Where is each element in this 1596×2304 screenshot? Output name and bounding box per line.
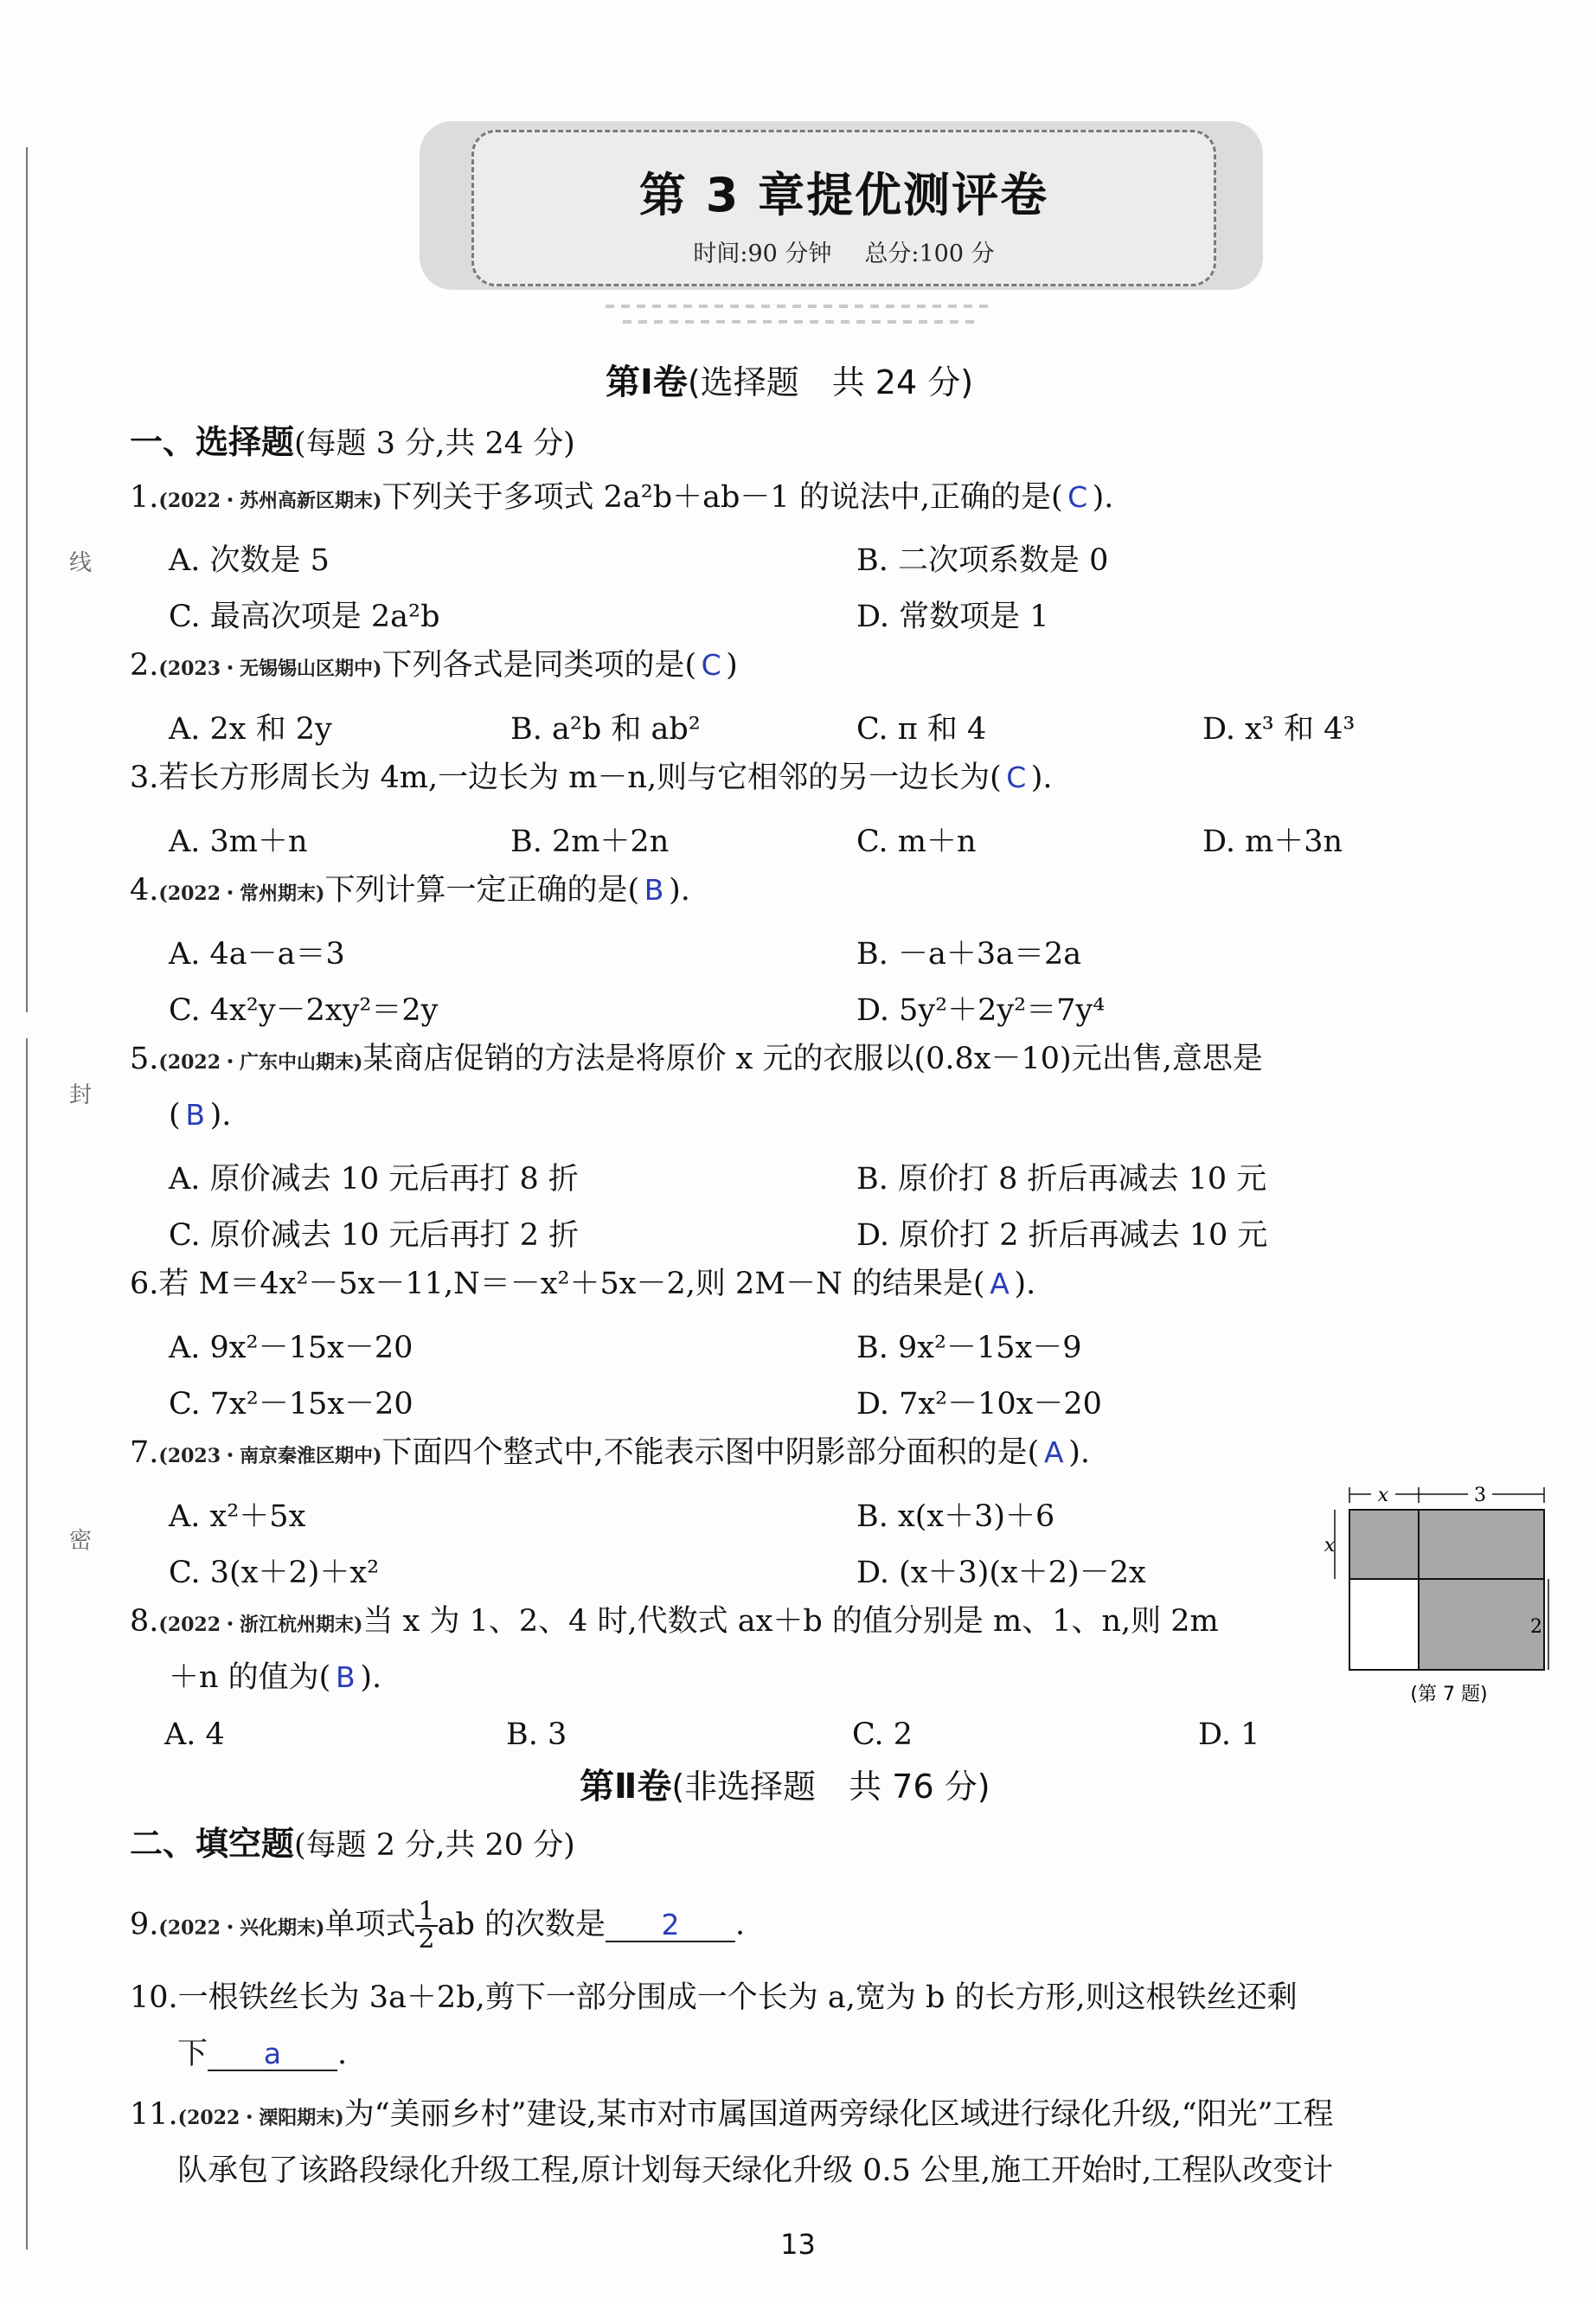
q6-text: 若 M＝4x²－5x－11,N＝－x²＋5x－2,则 2M－N 的结果是(	[158, 1267, 985, 1301]
q2-option-c: C. π 和 4	[856, 712, 987, 747]
q7-source: (2023・南京秦淮区期中)	[158, 1445, 382, 1467]
q8-stem	[130, 1605, 1219, 1639]
q7-shaded-square	[1349, 1510, 1419, 1579]
q3-option-c: C. m＋n	[856, 825, 977, 859]
q9-text-b: ab 的次数是	[437, 1907, 606, 1942]
exam-time: 时间:90 分钟	[693, 241, 832, 267]
q9-text-a: 单项式	[324, 1907, 416, 1942]
q4-option-d: D. 5y²＋2y²＝7y⁴	[856, 993, 1106, 1028]
q6-option-b: B. 9x²－15x－9	[856, 1331, 1082, 1365]
q5-stem	[130, 1043, 1263, 1076]
q1-option-c: C. 最高次项是 2a²b	[169, 600, 440, 634]
q7-option-b: B. x(x＋3)＋6	[856, 1499, 1055, 1534]
section2-note: (每题 2 分,共 20 分)	[294, 1828, 575, 1863]
q10-stem	[130, 1981, 1298, 2015]
q7-figure-caption: (第 7 题)	[1410, 1684, 1488, 1705]
q2-text: 下列各式是同类项的是(	[381, 648, 697, 683]
q11-text: 为“美丽乡村”建设,某市对市属国道两旁绿化区域进行绿化升级,“阳光”工程	[343, 2097, 1334, 2132]
q9-frac-den: 2	[418, 1924, 435, 1954]
q2-option-d: D. x³ 和 4³	[1202, 712, 1356, 747]
q8-option-b: B. 3	[506, 1717, 567, 1752]
q3-option-a: A. 3m＋n	[169, 825, 308, 859]
part1-heading	[606, 363, 973, 401]
q2-number: 2.	[130, 648, 159, 683]
section1-note: (每题 3 分,共 24 分)	[294, 427, 575, 461]
q10-stem-line2	[177, 2038, 347, 2071]
q11-stem-line2: 队承包了该路段绿化升级工程,原计划每天绿化升级 0.5 公里,施工开始时,工程队改变计	[177, 2153, 1334, 2188]
q1-source: (2022・苏州高新区期末)	[158, 490, 382, 512]
q4-text: 下列计算一定正确的是(	[324, 873, 640, 908]
q1-option-b: B. 二次项系数是 0	[856, 543, 1109, 578]
q6-answer: A	[990, 1267, 1010, 1300]
section2-heading	[130, 1826, 575, 1863]
part1-subtitle: (选择题 共 24 分)	[687, 363, 974, 401]
q1-number: 1.	[130, 480, 159, 515]
q9-fraction	[415, 1896, 437, 1954]
q3-text: 若长方形周长为 4m,一边长为 m－n,则与它相邻的另一边长为(	[158, 761, 1002, 795]
q8-option-a: A. 4	[164, 1717, 225, 1752]
q4-answer: B	[644, 873, 664, 907]
q8-source: (2022・浙江杭州期末)	[158, 1614, 363, 1636]
header-dots	[606, 305, 995, 308]
q2-option-b: B. a²b 和 ab²	[510, 712, 701, 747]
q8-number: 8.	[130, 1604, 159, 1639]
section2-title: 二、填空题	[130, 1824, 295, 1863]
binding-mark-seal: 封	[69, 1082, 93, 1108]
q9-stem	[130, 1896, 746, 1954]
q1-stem	[130, 481, 1113, 515]
q8-answer: B	[336, 1660, 356, 1694]
header-dots-2	[623, 320, 977, 324]
q1-answer: C	[1067, 480, 1088, 514]
section1-title: 一、选择题	[130, 422, 295, 461]
q8-option-d: D. 1	[1198, 1717, 1260, 1752]
q3-answer: C	[1006, 761, 1027, 794]
q5-option-d: D. 原价打 2 折后再减去 10 元	[856, 1218, 1268, 1253]
q10-text-2: 下	[177, 2037, 208, 2071]
q7-shaded-rect	[1419, 1510, 1544, 1670]
q9-end: .	[734, 1907, 746, 1942]
q1-end: ).	[1092, 480, 1114, 515]
q7-option-d: D. (x＋3)(x＋2)－2x	[856, 1556, 1146, 1590]
q8-text-2: ＋n 的值为(	[169, 1660, 331, 1695]
header-frame	[471, 130, 1216, 286]
q6-option-d: D. 7x²－10x－20	[856, 1387, 1102, 1422]
q2-answer: C	[701, 648, 721, 682]
q8-end: ).	[360, 1660, 382, 1695]
q8-text: 当 x 为 1、2、4 时,代数式 ax＋b 的值分别是 m、1、n,则 2m	[362, 1604, 1219, 1639]
q5-end: ).	[209, 1098, 232, 1133]
q3-stem	[130, 761, 1053, 795]
q7-number: 7.	[130, 1435, 159, 1470]
q4-source: (2022・常州期末)	[158, 882, 325, 905]
q8-stem-line2	[169, 1661, 381, 1695]
page-number: 13	[780, 2228, 816, 2261]
exam-info	[474, 234, 1214, 268]
q1-text: 下列关于多项式 2a²b＋ab－1 的说法中,正确的是(	[381, 480, 1063, 515]
q7-end: ).	[1068, 1435, 1091, 1470]
q5-paren: (	[169, 1098, 181, 1133]
q3-end: ).	[1030, 761, 1053, 795]
part1-title: 第Ⅰ卷	[606, 363, 688, 402]
q5-option-c: C. 原价减去 10 元后再打 2 折	[169, 1218, 580, 1253]
q2-stem	[130, 649, 738, 683]
binding-line-bottom	[26, 1038, 28, 2249]
q5-option-a: A. 原价减去 10 元后再打 8 折	[169, 1162, 579, 1197]
q7-stem	[130, 1436, 1090, 1470]
q1-option-d: D. 常数项是 1	[856, 600, 1049, 634]
q4-stem	[130, 874, 690, 908]
q10-end: .	[337, 2037, 348, 2071]
binding-mark-line: 线	[69, 550, 93, 576]
q11-stem	[130, 2098, 1334, 2132]
q10-number: 10.	[130, 1980, 178, 2015]
q2-option-a: A. 2x 和 2y	[169, 712, 332, 747]
q2-source: (2023・无锡锡山区期中)	[158, 658, 382, 680]
q3-number: 3.	[130, 761, 159, 795]
part2-title: 第Ⅱ卷	[580, 1767, 672, 1807]
q4-number: 4.	[130, 873, 159, 908]
part2-heading	[580, 1768, 990, 1806]
q4-option-b: B. －a＋3a＝2a	[856, 937, 1082, 972]
q11-source: (2022・溧阳期末)	[177, 2107, 344, 2129]
q4-end: ).	[669, 873, 690, 908]
q7-option-a: A. x²＋5x	[169, 1499, 306, 1534]
q9-frac-num: 1	[415, 1899, 437, 1927]
q1-option-a: A. 次数是 5	[169, 543, 330, 578]
q5-answer: B	[185, 1098, 205, 1132]
q7-text: 下面四个整式中,不能表示图中阴影部分面积的是(	[381, 1435, 1040, 1470]
q10-answer: a	[208, 2038, 337, 2071]
q6-option-c: C. 7x²－15x－20	[169, 1387, 413, 1422]
q6-option-a: A. 9x²－15x－20	[169, 1331, 413, 1365]
part2-subtitle: (非选择题 共 76 分)	[671, 1768, 990, 1806]
q9-number: 9.	[130, 1907, 159, 1942]
q3-option-b: B. 2m＋2n	[510, 825, 670, 859]
q5-number: 5.	[130, 1042, 159, 1076]
q9-source: (2022・兴化期末)	[158, 1916, 325, 1940]
q4-option-a: A. 4a－a＝3	[169, 937, 345, 972]
q7-label-3: 3	[1474, 1485, 1486, 1506]
q7-label-x-left: x	[1324, 1535, 1336, 1556]
binding-line-top	[26, 147, 28, 1012]
q5-source: (2022・广东中山期末)	[158, 1051, 363, 1074]
q6-stem	[130, 1268, 1035, 1301]
q7-option-c: C. 3(x＋2)＋x²	[169, 1556, 380, 1590]
section1-heading	[130, 424, 575, 461]
q3-option-d: D. m＋3n	[1202, 825, 1343, 859]
q7-label-x-top: x	[1377, 1485, 1389, 1506]
binding-mark-secret: 密	[69, 1528, 93, 1554]
q5-option-b: B. 原价打 8 折后再减去 10 元	[856, 1162, 1267, 1197]
page-title: 第 3 章提优测评卷	[638, 168, 1049, 222]
q10-text: 一根铁丝长为 3a＋2b,剪下一部分围成一个长为 a,宽为 b 的长方形,则这根铁丝还剩	[177, 1980, 1298, 2015]
q2-end: )	[726, 648, 738, 683]
q5-text: 某商店促销的方法是将原价 x 元的衣服以(0.8x－10)元出售,意思是	[362, 1042, 1263, 1076]
q8-option-c: C. 2	[852, 1717, 913, 1752]
q11-number: 11.	[130, 2097, 178, 2132]
q7-label-2: 2	[1530, 1616, 1542, 1638]
exam-total: 总分:100 分	[864, 241, 995, 267]
q7-figure	[1319, 1484, 1553, 1709]
q5-stem-line2	[169, 1099, 231, 1133]
q6-end: ).	[1014, 1267, 1036, 1301]
q6-number: 6.	[130, 1267, 159, 1301]
q7-answer: A	[1043, 1435, 1064, 1469]
q4-option-c: C. 4x²y－2xy²＝2y	[169, 993, 439, 1028]
q9-answer: 2	[606, 1909, 735, 1942]
